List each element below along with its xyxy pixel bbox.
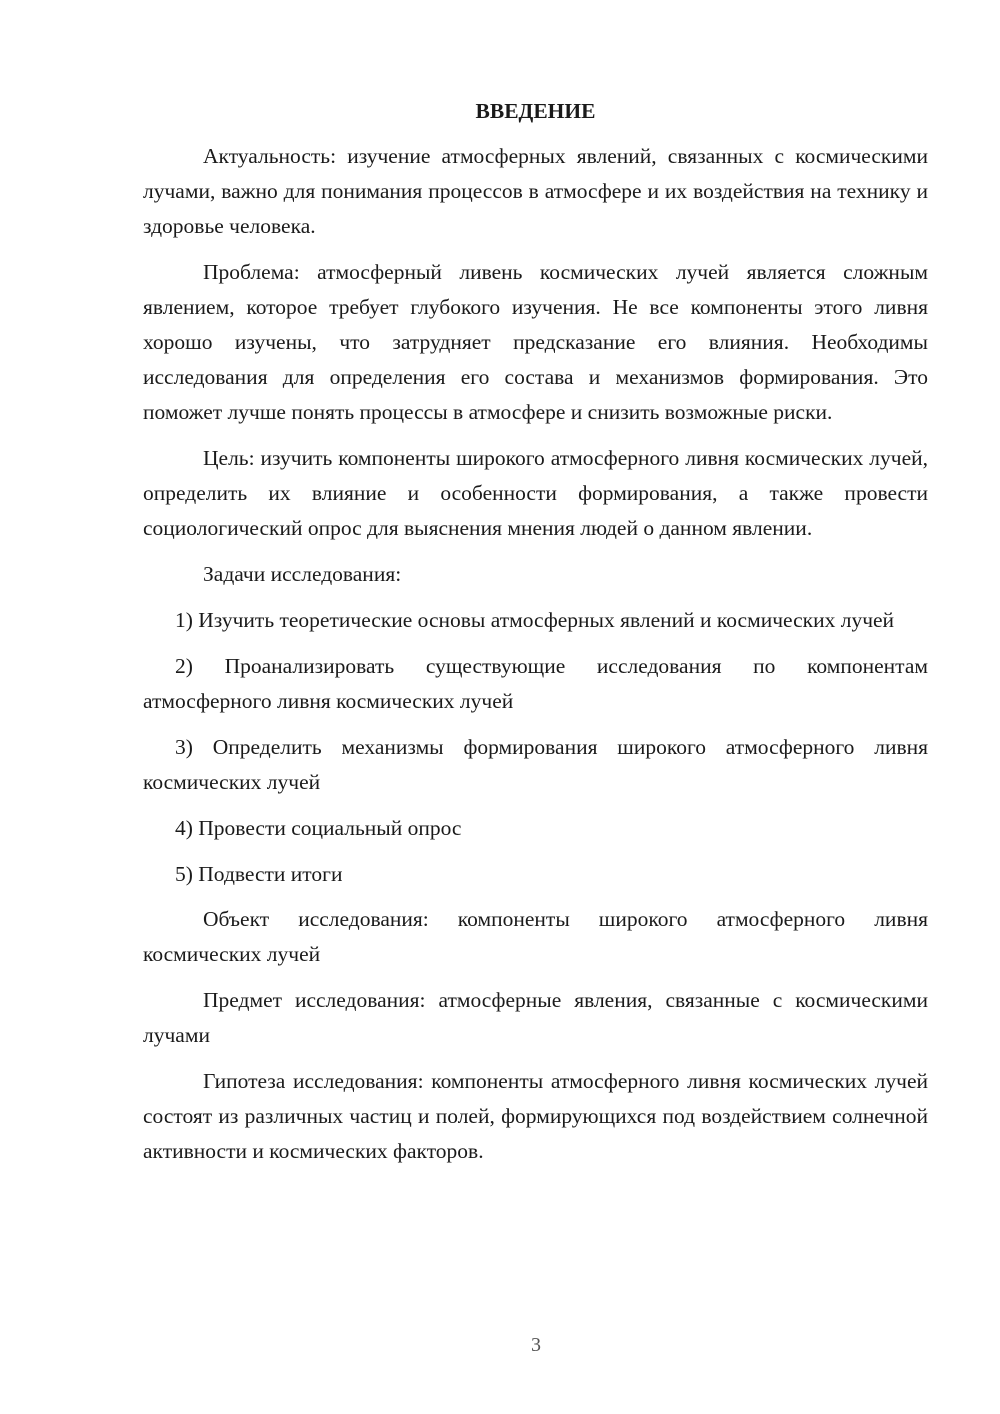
- goal-paragraph: Цель: изучить компоненты широкого атмосферного ливня космических лучей, определить их влияние и особенности формирования, а также провести социологический опрос для выяснения мнения людей о данном явлении.: [143, 446, 928, 540]
- task-item-1: 1) Изучить теоретические основы атмосферных явлений и космических лучей: [175, 608, 895, 632]
- tasks-heading: Задачи исследования:: [203, 562, 402, 586]
- relevance-paragraph: Актуальность: изучение атмосферных явлений, связанных с космическими лучами, важно для понимания процессов в атмосфере и их воздействия на технику и здоровье человека.: [143, 144, 928, 238]
- object-paragraph: Объект исследования: компоненты широкого атмосферного ливня космических лучей: [143, 907, 928, 966]
- hypothesis-paragraph: Гипотеза исследования: компоненты атмосферного ливня космических лучей состоят из различных частиц и полей, формирующихся под воздействием солнечной активности и космических факторов.: [143, 1069, 928, 1163]
- section-title: ВВЕДЕНИЕ: [475, 99, 596, 123]
- subject-paragraph: Предмет исследования: атмосферные явления, связанные с космическими лучами: [143, 988, 928, 1047]
- tasks-list: [143, 603, 928, 892]
- problem-paragraph: Проблема: атмосферный ливень космических лучей является сложным явлением, которое требует глубокого изучения. Не все компоненты этого ливня хорошо изучены, что затрудняет предсказание его влияния. Необходимы исследования для определения его состава и механизмов формирования. Это поможет лучше понять процессы в атмосфере и снизить возможные риски.: [143, 260, 928, 424]
- document-page: [143, 94, 928, 1180]
- task-item-2: 2) Проанализировать существующие исследования по компонентам атмосферного ливня космических лучей: [143, 654, 928, 713]
- task-item-5: 5) Подвести итоги: [175, 862, 343, 886]
- task-item-3: 3) Определить механизмы формирования широкого атмосферного ливня космических лучей: [143, 735, 928, 794]
- page-number: 3: [531, 1334, 541, 1356]
- task-item-4: 4) Провести социальный опрос: [175, 816, 462, 840]
